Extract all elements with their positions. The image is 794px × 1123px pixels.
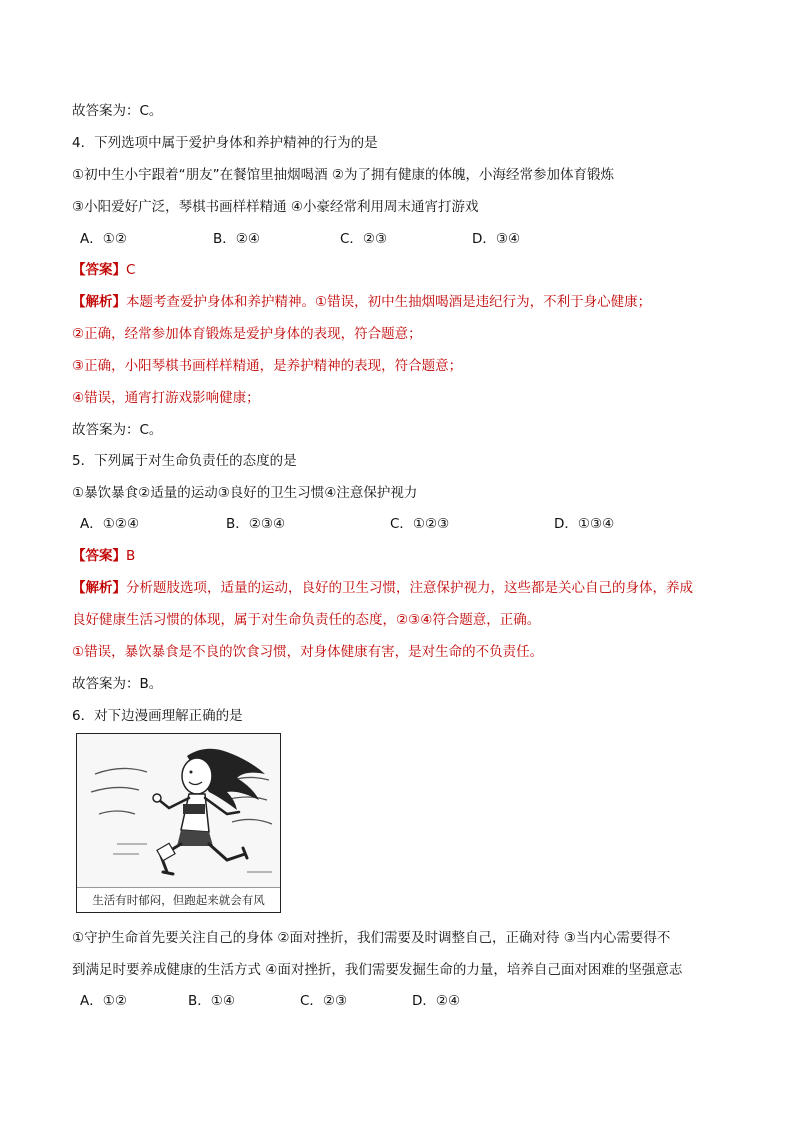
q5-analysis-line3: ①错误，暴饮暴食是不良的饮食习惯，对身体健康有害，是对生命的不负责任。: [72, 644, 544, 660]
q5-stem: 5．下列属于对生命负责任的态度的是: [72, 453, 297, 469]
q6-option-d: D．②④: [412, 993, 461, 1009]
answer-tag: 【答案】: [72, 548, 126, 564]
q4-conclusion: 故答案为：C。: [72, 422, 163, 438]
analysis-tag: 【解析】: [72, 294, 126, 310]
q4-analysis-line1: [72, 292, 651, 312]
q4-analysis-line4: ④错误，通宵打游戏影响健康；: [72, 390, 260, 406]
q5-option-c: C．①②③: [390, 516, 450, 532]
answer-value: C: [126, 262, 136, 278]
q5-answer: [72, 546, 135, 566]
q4-answer: [72, 260, 135, 280]
q5-option-a: A．①②④: [80, 516, 140, 532]
q3-conclusion: 故答案为：C。: [72, 103, 163, 119]
q4-items-line2: ③小阳爱好广泛，琴棋书画样样精通 ④小豪经常利用周末通宵打游戏: [72, 199, 479, 215]
answer-tag: 【答案】: [72, 262, 126, 278]
q6-option-c: C．②③: [300, 993, 348, 1009]
q5-items: ①暴饮暴食②适量的运动③良好的卫生习惯④注意保护视力: [72, 485, 418, 501]
q4-option-a: A．①②: [80, 231, 127, 247]
q4-items-line1: ①初中生小宇跟着“朋友”在餐馆里抽烟喝酒 ②为了拥有健康的体魄，小海经常参加体育锻炼: [72, 167, 614, 183]
answer-value: B: [126, 548, 136, 564]
q6-items-line1: ①守护生命首先要关注自己的身体 ②面对挫折，我们需要及时调整自己，正确对待 ③当内心需要得不: [72, 930, 671, 946]
q4-option-d: D．③④: [472, 231, 521, 247]
q5-option-d: D．①③④: [554, 516, 615, 532]
q4-analysis-line2: ②正确，经常参加体育锻炼是爱护身体的表现，符合题意；: [72, 326, 422, 342]
q6-items-line2: 到满足时要养成健康的生活方式 ④面对挫折，我们需要发掘生命的力量，培养自己面对困难的坚强意志: [72, 962, 683, 978]
analysis-tag: 【解析】: [72, 580, 126, 596]
q4-stem: 4．下列选项中属于爱护身体和养护精神的行为的是: [72, 135, 378, 151]
q5-conclusion: 故答案为：B。: [72, 676, 163, 692]
q4-option-c: C．②③: [340, 231, 388, 247]
q5-option-b: B．②③④: [226, 516, 286, 532]
running-girl-illustration: [77, 734, 279, 888]
cartoon-caption: 生活有时郁闷，但跑起来就会有风: [77, 887, 280, 912]
q6-stem: 6．对下边漫画理解正确的是: [72, 708, 243, 724]
q6-option-b: B．①④: [188, 993, 235, 1009]
q6-option-a: A．①②: [80, 993, 127, 1009]
q5-analysis-line2: 良好健康生活习惯的体现，属于对生命负责任的态度，②③④符合题意，正确。: [72, 612, 541, 628]
cartoon-image: [76, 733, 281, 913]
face-icon: [182, 758, 212, 794]
analysis-text: 本题考查爱护身体和养护精神。①错误，初中生抽烟喝酒是违纪行为，不利于身心健康；: [126, 294, 652, 310]
analysis-text: 分析题肢选项，适量的运动，良好的卫生习惯，注意保护视力，这些都是关心自己的身体，养成: [126, 580, 693, 596]
q5-analysis-line1: [72, 578, 693, 598]
q4-option-b: B．②④: [213, 231, 260, 247]
q4-analysis-line3: ③正确，小阳琴棋书画样样精通，是养护精神的表现，符合题意；: [72, 358, 463, 374]
top-icon: [183, 804, 205, 814]
